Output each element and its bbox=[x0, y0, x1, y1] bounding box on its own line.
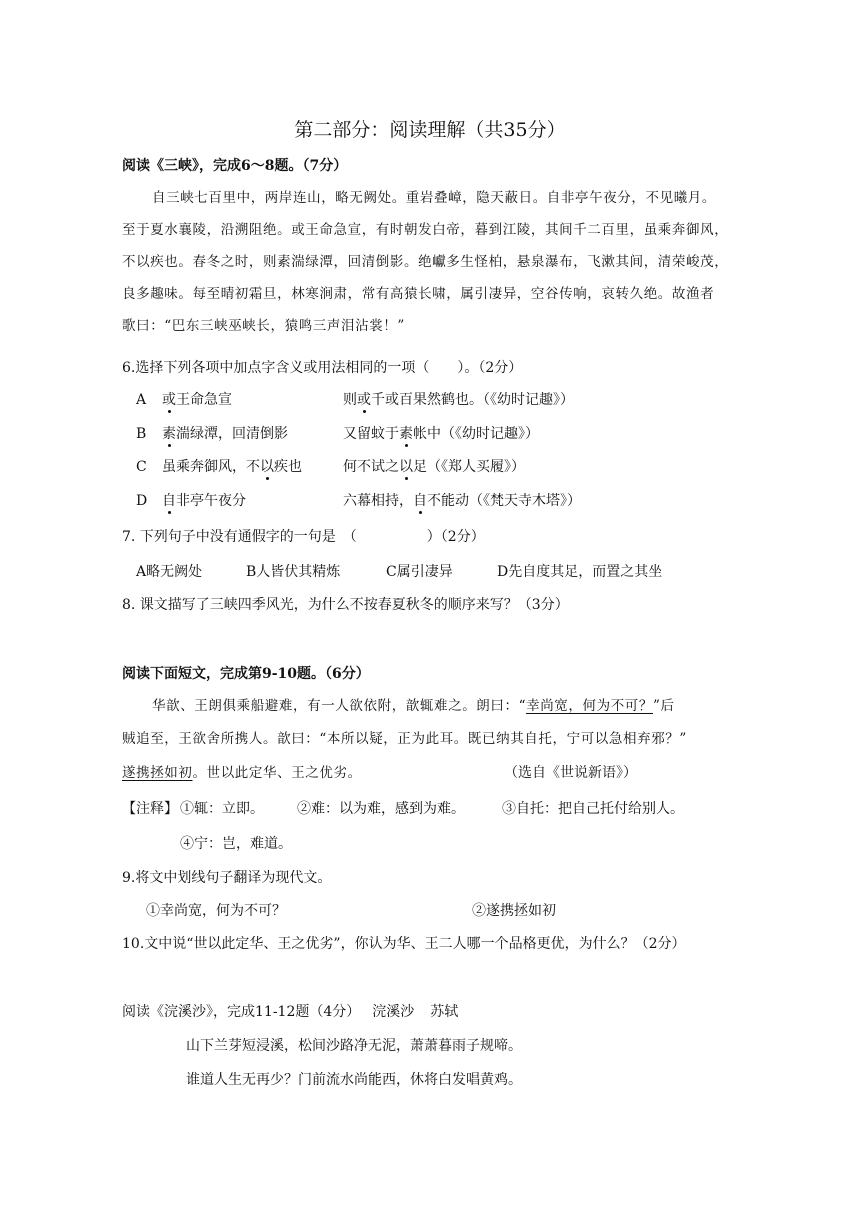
reading2-line: 遂携拯如初。世以此定华、王之优劣。 bbox=[122, 765, 362, 781]
option-right-text: 六幕相持，自不能动（《梵天寺木塔》） bbox=[343, 493, 581, 509]
reading3-heading: 阅读《浣溪沙》，完成11-12题（4分） 浣溪沙 苏轼 bbox=[122, 1004, 459, 1020]
dotted-char: 或 bbox=[357, 392, 371, 408]
dotted-char: 素 bbox=[399, 426, 413, 442]
reading1-heading: 阅读《三峡》，完成6～8题。（7分） bbox=[122, 158, 348, 174]
q8-stem: 8. 课文描写了三峡四季风光，为什么不按春夏秋冬的顺序来写？（3分） bbox=[122, 597, 569, 613]
poem-title: 浣溪沙 bbox=[372, 1004, 415, 1020]
note-item: ①辄：立即。 bbox=[180, 801, 264, 817]
underlined-sentence: 遂携拯如初 bbox=[122, 765, 193, 781]
section-title: 第二部分：阅读理解（共35分） bbox=[294, 119, 566, 141]
option-left-text: 自非亭午夜分 bbox=[162, 493, 246, 509]
reading2-heading: 阅读下面短文，完成第9-10题。（6分） bbox=[122, 666, 370, 682]
underlined-sentence: 幸尚宽，何为不可？ bbox=[526, 698, 654, 714]
q10-stem: 10.文中说“世以此定华、王之优劣”，你认为华、王二人哪一个品格更优，为什么？（2分） bbox=[122, 936, 686, 952]
reading2-source: （选自《世说新语》） bbox=[504, 765, 637, 781]
note-item: ③自托：把自己托付给别人。 bbox=[502, 801, 684, 817]
reading1-line: 歌曰：“巴东三峡巫峡长，猿鸣三声泪沾裳！” bbox=[122, 318, 405, 334]
q6-stem: 6.选择下列各项中加点字含义或用法相同的一项（ ）。（2分） bbox=[122, 360, 523, 376]
option-letter: C bbox=[136, 459, 147, 475]
q7-option: D先自度其足，而置之其坐 bbox=[497, 564, 663, 580]
reading1-line: 自三峡七百里中，两岸连山，略无阙处。重岩叠嶂，隐天蔽日。自非亭午夜分，不见曦月。 bbox=[152, 190, 716, 206]
q7-stem: 7. 下列句子中没有通假字的一句是 （ ）（2分） bbox=[122, 529, 485, 545]
poem-line: 山下兰芽短浸溪，松间沙路净无泥，萧萧暮雨子规啼。 bbox=[186, 1038, 522, 1054]
dotted-char: 自 bbox=[162, 493, 176, 509]
reading1-line: 不以疾也。春冬之时，则素湍绿潭，回清倒影。绝巘多生怪柏，悬泉瀑布，飞漱其间，清荣峻茂， bbox=[122, 254, 729, 270]
q9-stem: 9.将文中划线句子翻译为现代文。 bbox=[122, 870, 332, 886]
poem-line: 谁道人生无再少？门前流水尚能西，休将白发唱黄鸡。 bbox=[186, 1072, 522, 1088]
option-left-text: 素湍绿潭，回清倒影 bbox=[162, 426, 288, 442]
dotted-char: 或 bbox=[162, 392, 176, 408]
reading1-line: 至于夏水襄陵，沿溯阻绝。或王命急宣，有时朝发白帝，暮到江陵，其间千二百里，虽乘奔御风， bbox=[122, 222, 729, 238]
notes-label: 【注释】 bbox=[122, 801, 178, 817]
option-right-text: 则或千或百果然鹤也。（《幼时记趣》） bbox=[343, 392, 574, 408]
option-right-text: 何不试之以足（《郑人买履》） bbox=[343, 459, 525, 475]
q9-item: ①幸尚宽，何为不可？ bbox=[146, 903, 286, 919]
dotted-char: 以 bbox=[260, 459, 274, 475]
reading2-line: 华歆、王朗俱乘船避难，有一人欲依附，歆辄难之。朗曰：“幸尚宽，何为不可？”后 bbox=[152, 698, 675, 714]
q7-option: A略无阙处 bbox=[136, 564, 203, 580]
dotted-char: 以 bbox=[399, 459, 413, 475]
option-letter: A bbox=[136, 392, 147, 408]
option-letter: D bbox=[136, 493, 148, 509]
q9-item: ②遂携拯如初 bbox=[472, 903, 556, 919]
q7-option: C属引凄异 bbox=[386, 564, 453, 580]
dotted-char: 自 bbox=[413, 493, 427, 509]
reading2-line: 贼追至，王欲舍所携人。歆曰：“本所以疑，正为此耳。既已纳其自托，宁可以急相弃邪？” bbox=[122, 731, 687, 747]
option-left-text: 或王命急宣 bbox=[162, 392, 232, 408]
reading1-line: 良多趣味。每至晴初霜旦，林寒涧肃，常有高猿长啸，属引凄异，空谷传响，哀转久绝。故渔者 bbox=[122, 286, 715, 302]
option-right-text: 又留蚊于素帐中（《幼时记趣》） bbox=[343, 426, 539, 442]
note-item: ④宁：岂，难道。 bbox=[180, 836, 292, 852]
dotted-char: 素 bbox=[162, 426, 176, 442]
option-letter: B bbox=[136, 426, 147, 442]
note-item: ②难：以为难，感到为难。 bbox=[297, 801, 465, 817]
option-left-text: 虽乘奔御风，不以疾也 bbox=[162, 459, 302, 475]
poem-author: 苏轼 bbox=[430, 1004, 459, 1020]
q7-option: B人皆伏其精炼 bbox=[246, 564, 341, 580]
